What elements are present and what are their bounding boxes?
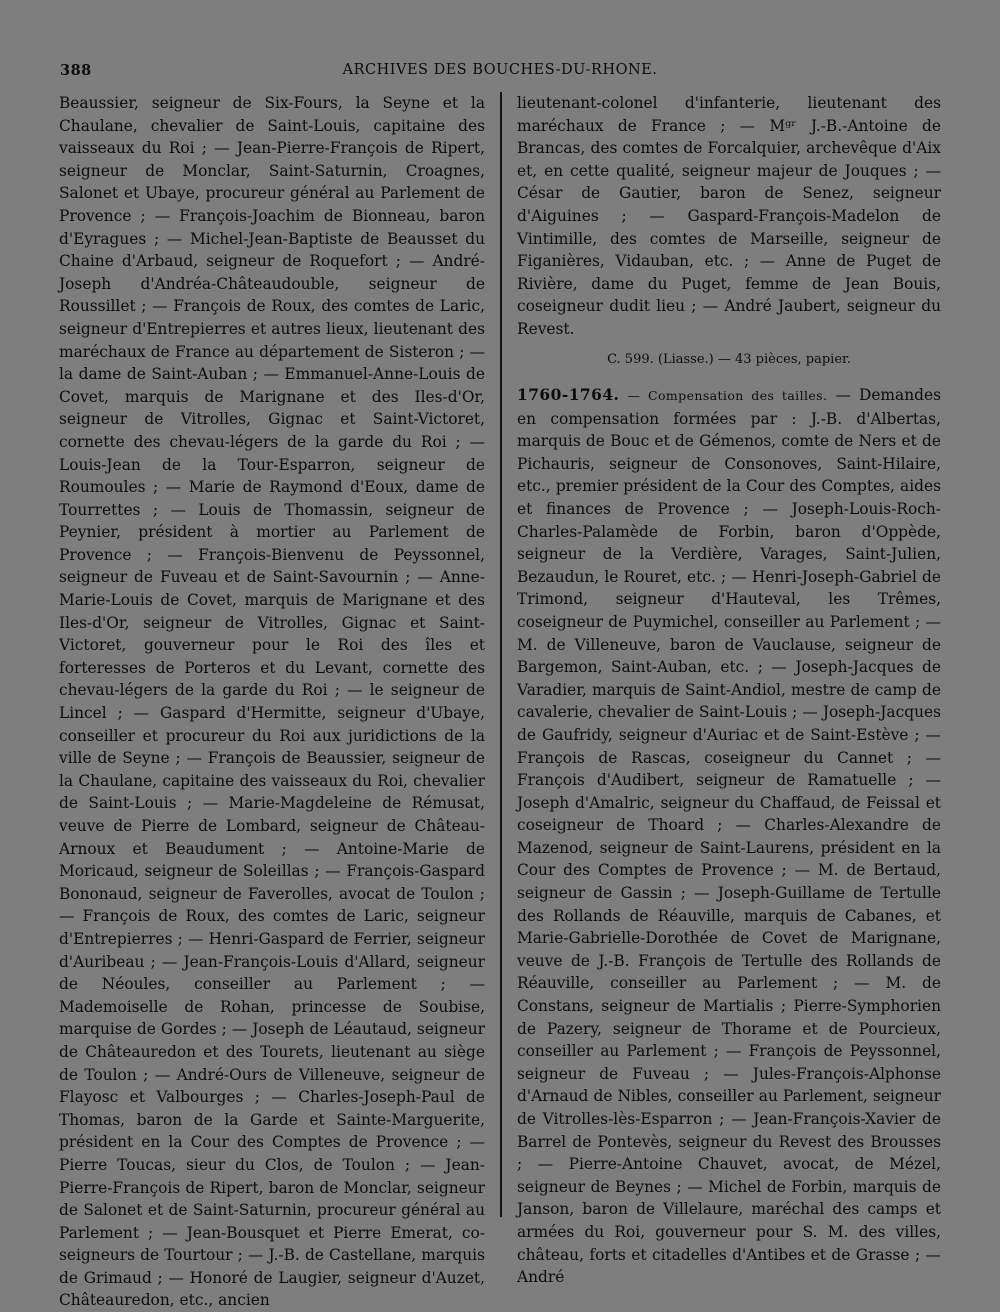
left-column	[59, 92, 485, 1312]
column-divider	[500, 92, 502, 1217]
page-header	[60, 62, 940, 84]
right-column	[517, 92, 941, 341]
inventory-reference: C. 599. (Liasse.) — 43 pièces, papier.	[607, 352, 851, 367]
entry-dates: 1760-1764.	[517, 386, 620, 404]
continuation-text: lieutenant-colonel d'infanterie, lieutenant des maréchaux de France ; — Mᵍʳ J.-B.-Antoine de Brancas, des comtes de Forcalquier, archevêque d'Aix et, en cette qualité, seigneur majeur de Jouques ; — César de Gautier, baron de Senez, seigneur d'Aiguines ; — Gaspard-François-Madelon de Vintimille, des comtes de Marseille, seigneur de Figanières, Vidauban, etc. ; — Anne de Puget de Rivière, dame du Puget, femme de Jean Bouis, coseigneur dudit lieu ; — André Jaubert, seigneur du Revest.	[517, 94, 941, 338]
page-number: 388	[60, 62, 92, 79]
inventory-entry	[517, 384, 941, 1289]
running-title: ARCHIVES DES BOUCHES-DU-RHONE.	[342, 62, 658, 78]
left-column-text: Beaussier, seigneur de Six-Fours, la Seyne et la Chaulane, chevalier de Saint-Louis, capitaine des vaisseaux du Roi ; — Jean-Pierre-François de Ripert, seigneur de Monclar, Saint-Saturnin, Croagnes, Salonet et Ubaye, procureur général au Parlement de Provence ; — François-Joachim de Bionneau, baron d'Eyragues ; — Michel-Jean-Baptiste de Beausset du Chaine d'Arbaud, seigneur de Roquefort ; — André-Joseph d'Andréa-Châteaudouble, seigneur de Roussillet ; — François de Roux, des comtes de Laric, seigneur d'Entrepierres et autres lieux, lieutenant des maréchaux de France au département de Sisteron ; — la dame de Saint-Auban ; — Emmanuel-Anne-Louis de Covet, marquis de Marignane et des Iles-d'Or, seigneur de Vitrolles, Gignac et Saint-Victoret, cornette des chevau-légers de la garde du Roi ; — Louis-Jean de la Tour-Esparron, seigneur de Roumoules ; — Marie de Raymond d'Eoux, dame de Tourrettes ; — Louis de Thomassin, seigneur de Peynier, président à mortier au Parlement de Provence ; — François-Bienvenu de Peyssonnel, seigneur de Fuveau et de Saint-Savournin ; — Anne-Marie-Louis de Covet, marquis de Marignane et des Iles-d'Or, seigneur de Vitrolles, Gignac et Saint-Victoret, gouverneur pour le Roi des îles et forteresses de Porteros et du Levant, cornette des chevau-légers de la garde du Roi ; — le seigneur de Lincel ; — Gaspard d'Hermitte, seigneur d'Ubaye, conseiller et procureur du Roi aux juridictions de la ville de Seyne ; — François de Beaussier, seigneur de la Chaulane, capitaine des vaisseaux du Roi, chevalier de Saint-Louis ; — Marie-Magdeleine de Rémusat, veuve de Pierre de Lombard, seigneur de Château-Arnoux et Beaudument ; — Antoine-Marie de Moricaud, seigneur de Soleillas ; — François-Gaspard Bononaud, seigneur de Faverolles, avocat de Toulon ; — François de Roux, des comtes de Laric, seigneur d'Entrepierres ; — Henri-Gaspard de Ferrier, seigneur d'Auribeau ; — Jean-François-Louis d'Allard, seigneur de Néoules, conseiller au Parlement ; — Mademoiselle de Rohan, princesse de Soubise, marquise de Gordes ; — Joseph de Léautaud, seigneur de Châteauredon et des Tourets, lieutenant au siège de Toulon ; — André-Ours de Villeneuve, seigneur de Flayosc et Valbourges ; — Charles-Joseph-Paul de Thomas, baron de la Garde et Sainte-Marguerite, président en la Cour des Comptes de Provence ; — Pierre Toucas, sieur du Clos, de Toulon ; — Jean-Pierre-François de Ripert, baron de Monclar, seigneur de Salonet et de Saint-Saturnin, procureur général au Parlement ; — Jean-Bousquet et Pierre Emerat, co-seigneurs de Tourtour ; — J.-B. de Castellane, marquis de Grimaud ; — Honoré de Laugier, seigneur d'Auzet, Châteauredon, etc., ancien	[59, 94, 485, 1310]
entry-title: — Compensation des tailles.	[627, 388, 828, 403]
entry-text: — Demandes en compensation formées par : J.-B. d'Albertas, marquis de Bouc et de Gémenos, comte de Ners et de Pichauris, seigneur de Consonoves, Saint-Hilaire, etc., premier président de la Cour des Comptes, aides et finances de Provence ; — Joseph-Louis-Roch-Charles-Palamède de Forbin, baron d'Oppède, seigneur de la Verdière, Varages, Saint-Julien, Bezaudun, le Rouret, etc. ; — Henri-Joseph-Gabriel de Trimond, seigneur d'Hauteval, les Trêmes, coseigneur de Puymichel, conseiller au Parlement ; — M. de Villeneuve, baron de Vauclause, seigneur de Bargemon, Saint-Auban, etc. ; — Joseph-Jacques de Varadier, marquis de Saint-Andiol, mestre de camp de cavalerie, chevalier de Saint-Louis ; — Joseph-Jacques de Gaufridy, seigneur d'Auriac et de Saint-Estève ; — François de Rascas, coseigneur du Cannet ; — François d'Audibert, seigneur de Ramatuelle ; — Joseph d'Amalric, seigneur du Chaffaud, de Feissal et coseigneur de Thoard ; — Charles-Alexandre de Mazenod, seigneur de Saint-Laurens, président en la Cour des Comptes de Provence ; — M. de Bertaud, seigneur de Gassin ; — Joseph-Guillame de Tertulle des Rollands de Réauville, marquis de Cabanes, et Marie-Gabrielle-Dorothée de Covet de Marignane, veuve de J.-B. François de Tertulle des Rollands de Réauville, conseiller au Parlement ; — M. de Constans, seigneur de Martialis ; Pierre-Symphorien de Pazery, seigneur de Thorame et de Pourcieux, conseiller au Parlement ; — François de Peyssonnel, seigneur de Fuveau ; — Jules-François-Alphonse d'Arnaud de Nibles, conseiller au Parlement, seigneur de Vitrolles-lès-Esparron ; — Jean-François-Xavier de Barrel de Pontevès, seigneur du Revest des Brousses ; — Pierre-Antoine Chauvet, avocat, de Mézel, seigneur de Beynes ; — Michel de Forbin, marquis de Janson, baron de Villelaure, maréchal des camps et armées du Roi, gouverneur pour S. M. des villes, château, forts et citadelles d'Antibes et de Grasse ; — André	[517, 386, 941, 1287]
